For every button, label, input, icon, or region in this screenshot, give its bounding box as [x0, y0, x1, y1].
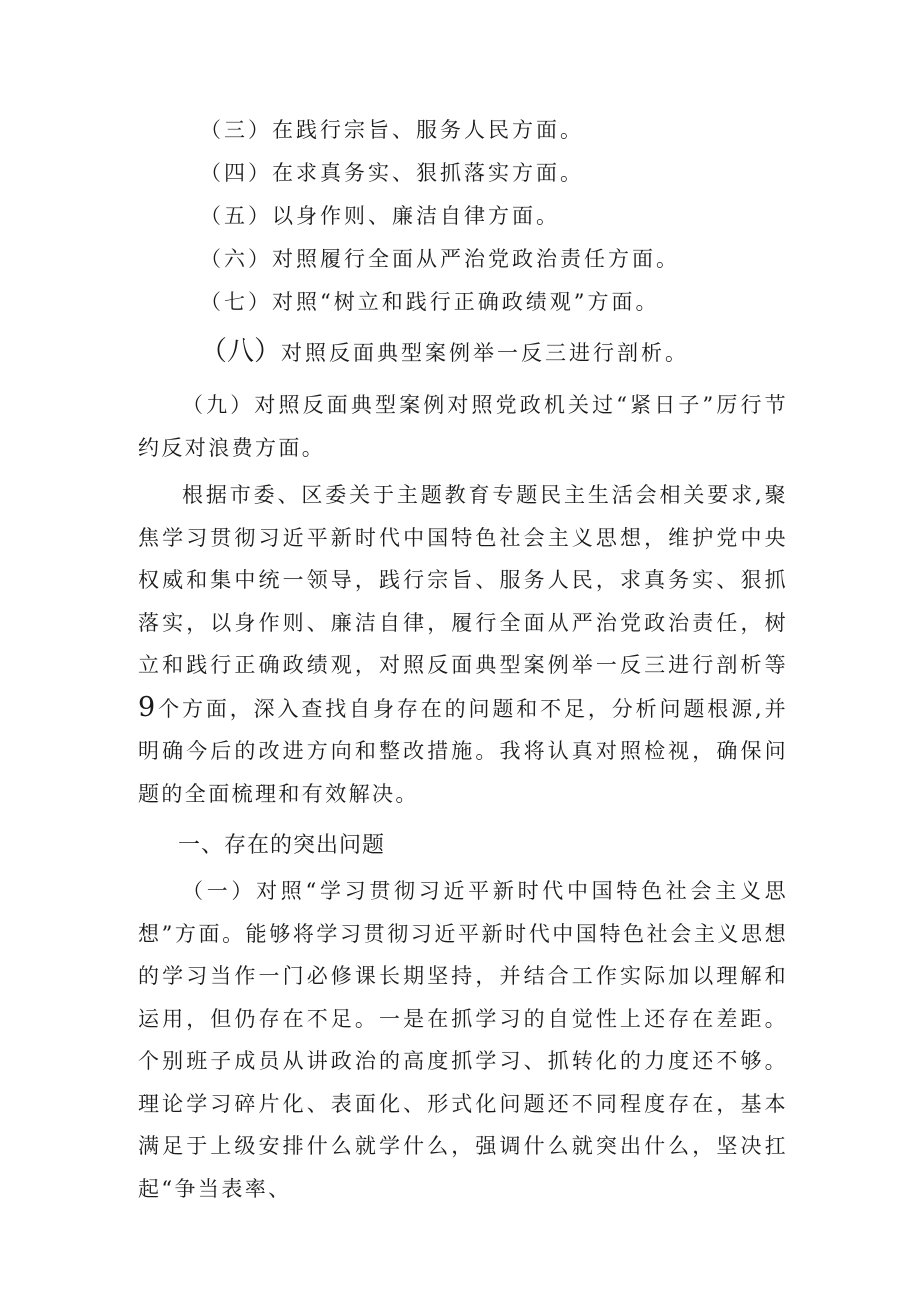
intro-number: 9	[138, 691, 158, 723]
list-item-3	[200, 116, 584, 144]
list-item-text: 对照履行全面从严治党政治责任方面。	[272, 247, 680, 271]
list-item-prefix: （五）	[200, 204, 272, 228]
list-item-9-text: （九）对照反面典型案例对照党政机关过“紧日子”厉行节约反对浪费方面。	[138, 393, 788, 460]
list-item-7	[200, 288, 659, 316]
list-item-8	[200, 338, 689, 367]
section-one-text: （一）对照“学习贯彻习近平新时代中国特色社会主义思想”方面。能够将学习贯彻习近平新时代中国特色社会主义思想的学习当作一门必修课长期坚持，并结合工作实际加以理解和运用，但仍存在不足。一是在抓学习的自觉性上还存在差距。个别班子成员从讲政治的高度抓学习、抓转化的力度还不够。理论学习碎片化、表面化、形式化问题还不同程度存在，基本满足于上级安排什么就学什么，强调什么就突出什么，坚决扛起“争当表率、	[138, 879, 788, 1201]
list-item-prefix: （三）	[200, 118, 272, 142]
list-item-9	[138, 384, 788, 469]
intro-text-before: 根据市委、区委关于主题教育专题民主生活会相关要求,聚焦学习贯彻习近平新时代中国特色社会主义思想，维护党中央权威和集中统一领导，践行宗旨、服务人民，求真务实、狠抓落实，以身作则、廉洁自律，履行全面从严治党政治责任，树立和践行正确政绩观，对照反面典型案例举一反三进行剖析等	[138, 483, 788, 677]
list-item-prefix: （四）	[200, 161, 272, 185]
list-item-4	[200, 159, 584, 187]
intro-paragraph	[138, 474, 788, 815]
list-item-prefix: （七）	[200, 290, 272, 314]
intro-text-after: 个方面，深入查找自身存在的问题和不足，分析问题根源,并明确今后的改进方向和整改措施。我将认真对照检视，确保问题的全面梳理和有效解决。	[138, 696, 788, 806]
list-item-text: 以身作则、廉洁自律方面。	[272, 204, 560, 228]
list-item-6	[200, 245, 680, 273]
list-item-5	[200, 202, 560, 230]
list-item-prefix: （六）	[200, 247, 272, 271]
list-item-text: 对照“树立和践行正确政绩观”方面。	[272, 290, 660, 314]
list-item-prefix: （八）	[200, 336, 281, 367]
list-item-text: 对照反面典型案例举一反三进行剖析。	[281, 341, 689, 365]
list-item-text: 在求真务实、狠抓落实方面。	[272, 161, 584, 185]
list-item-text: 在践行宗旨、服务人民方面。	[272, 118, 584, 142]
section-one-paragraph	[138, 870, 788, 1210]
section-heading: 一、存在的突出问题	[178, 833, 386, 858]
